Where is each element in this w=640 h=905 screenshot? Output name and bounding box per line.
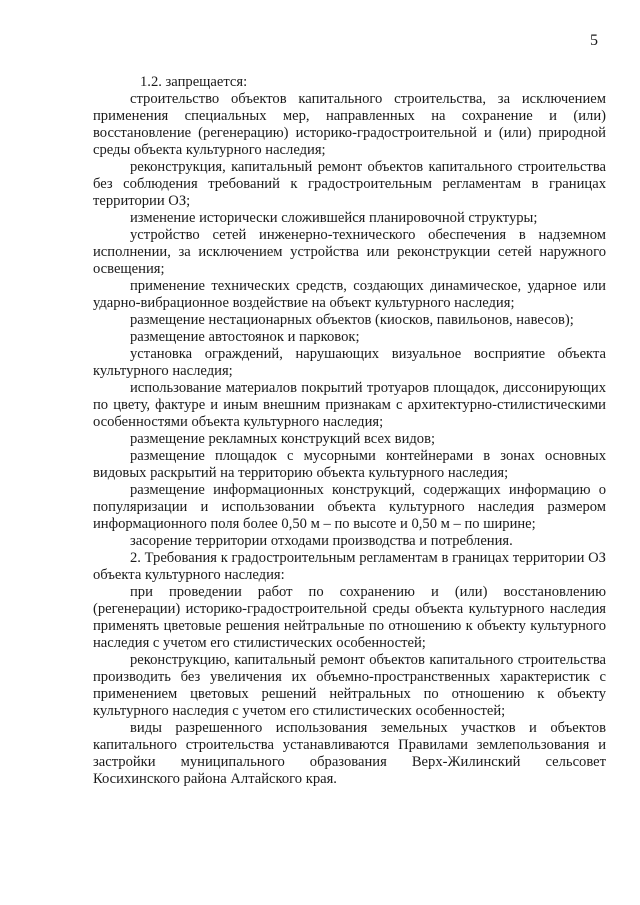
section-1-2-heading: 1.2. запрещается:: [140, 74, 248, 90]
section-2-heading: 2. Требования к градостроительным регламентам в границах территории ОЗ объекта культурного наследия:: [93, 550, 606, 583]
prohibition-item: устройство сетей инженерно-технического обеспечения в надземном исполнении, за исключением устройства или реконструкции сетей наружного освещения;: [93, 227, 606, 277]
requirement-item: реконструкцию, капитальный ремонт объектов капитального строительства производить без увеличения их объемно-пространственных характеристик с применением цветовых решений нейтральных по отношению к объекту культурного наследия с учетом его стилистических особенностей;: [93, 652, 606, 719]
prohibition-item: использование материалов покрытий тротуаров площадок, диссонирующих по цвету, фактуре и иным внешним признакам с архитектурно-стилистическими особенностями объекта культурного наследия;: [93, 380, 606, 430]
prohibition-item: установка ограждений, нарушающих визуальное восприятие объекта культурного наследия;: [93, 346, 606, 379]
prohibition-item: размещение рекламных конструкций всех видов;: [130, 431, 436, 447]
page-number: 5: [590, 32, 598, 49]
prohibition-item: строительство объектов капитального строительства, за исключением применения специальных мер, направленных на сохранение и (или) восстановление (регенерацию) историко-градостроительной и (или) природной среды объекта культурного наследия;: [93, 91, 606, 158]
document-body: [93, 74, 606, 788]
prohibition-item: размещение площадок с мусорными контейнерами в зонах основных видовых раскрытий на территорию объекта культурного наследия;: [93, 448, 606, 481]
prohibition-item: изменение исторически сложившейся планировочной структуры;: [130, 210, 538, 226]
requirement-item: виды разрешенного использования земельных участков и объектов капитального строительства устанавливаются Правилами землепользования и застройки муниципального образования Верх-Жилинский сельсовет Косихинского района Алтайского края.: [93, 720, 606, 787]
prohibition-item: реконструкция, капитальный ремонт объектов капитального строительства без соблюдения требований к градостроительным регламентам в границах территории ОЗ;: [93, 159, 606, 209]
prohibition-item: размещение автостоянок и парковок;: [130, 329, 360, 345]
prohibition-item: засорение территории отходами производства и потребления.: [130, 533, 513, 549]
prohibition-item: размещение нестационарных объектов (киосков, павильонов, навесов);: [130, 312, 574, 328]
prohibition-item: применение технических средств, создающих динамическое, ударное или ударно-вибрационное воздействие на объект культурного наследия;: [93, 278, 606, 311]
requirement-item: при проведении работ по сохранению и (или) восстановлению (регенерации) историко-градостроительной среды объекта культурного наследия применять цветовые решения нейтральные по отношению к объекту культурного наследия с учетом его стилистических особенностей;: [93, 584, 606, 651]
prohibition-item: размещение информационных конструкций, содержащих информацию о популяризации и использовании объекта культурного наследия размером информационного поля более 0,50 м – по высоте и 0,50 м – по ширине;: [93, 482, 606, 532]
